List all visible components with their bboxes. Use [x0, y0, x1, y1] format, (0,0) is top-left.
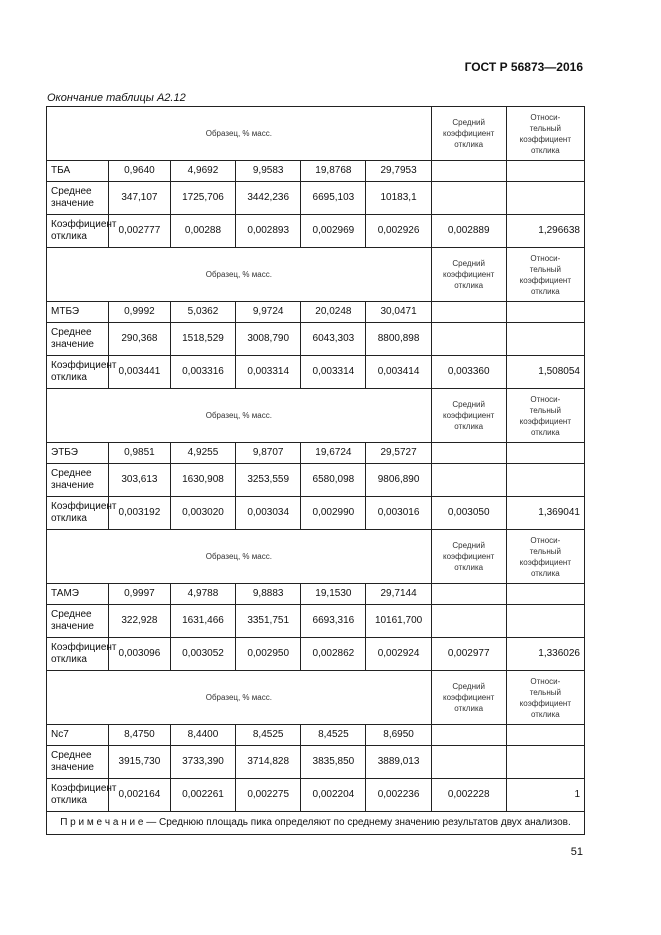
mean-value-row — [47, 323, 585, 356]
avg-coef-value: 0,002228 — [431, 779, 506, 812]
sample-header: Образец, % масс. — [47, 530, 432, 584]
empty-cell — [506, 182, 584, 215]
sample-value: 0,9997 — [108, 584, 170, 605]
sample-value: 0,9640 — [108, 161, 170, 182]
coef-value: 0,003316 — [170, 356, 235, 389]
coef-value: 0,002950 — [236, 638, 301, 671]
sample-concentration-row — [47, 161, 585, 182]
substance-name: ТАМЭ — [47, 584, 109, 605]
coef-label: Коэффициент отклика — [47, 638, 109, 671]
empty-cell — [431, 605, 506, 638]
rel-coef-header: Относи- тельный коэффициент отклика — [506, 530, 584, 584]
rel-coef-value: 1,336026 — [506, 638, 584, 671]
group-header-row — [47, 389, 585, 443]
sample-value: 8,4400 — [170, 725, 235, 746]
sample-value: 0,9992 — [108, 302, 170, 323]
mean-value: 1518,529 — [170, 323, 235, 356]
sample-value: 29,7953 — [366, 161, 431, 182]
rel-coef-value: 1 — [506, 779, 584, 812]
coef-value: 0,003314 — [301, 356, 366, 389]
coef-value: 0,002926 — [366, 215, 431, 248]
sample-value: 5,0362 — [170, 302, 235, 323]
empty-cell — [431, 584, 506, 605]
empty-cell — [506, 302, 584, 323]
mean-value: 3714,828 — [236, 746, 301, 779]
coef-value: 0,003314 — [236, 356, 301, 389]
mean-value: 8800,898 — [366, 323, 431, 356]
sample-concentration-row — [47, 725, 585, 746]
mean-value: 1631,466 — [170, 605, 235, 638]
sample-value: 19,6724 — [301, 443, 366, 464]
coef-label: Коэффициент отклика — [47, 356, 109, 389]
sample-value: 9,8707 — [236, 443, 301, 464]
mean-value: 9806,890 — [366, 464, 431, 497]
group-header-row — [47, 248, 585, 302]
avg-coef-value: 0,003360 — [431, 356, 506, 389]
coef-value: 0,003020 — [170, 497, 235, 530]
group-header-row — [47, 530, 585, 584]
response-coef-row — [47, 638, 585, 671]
mean-label: Среднее значение — [47, 182, 109, 215]
empty-cell — [431, 464, 506, 497]
sample-value: 19,1530 — [301, 584, 366, 605]
empty-cell — [506, 584, 584, 605]
page-number: 51 — [570, 846, 583, 858]
mean-value: 3442,236 — [236, 182, 301, 215]
coef-value: 0,002893 — [236, 215, 301, 248]
mean-value: 1630,908 — [170, 464, 235, 497]
mean-value: 3008,790 — [236, 323, 301, 356]
substance-name: ТБА — [47, 161, 109, 182]
empty-cell — [506, 746, 584, 779]
empty-cell — [431, 746, 506, 779]
sample-header: Образец, % масс. — [47, 248, 432, 302]
empty-cell — [506, 725, 584, 746]
coef-value: 0,002969 — [301, 215, 366, 248]
coef-value: 0,002924 — [366, 638, 431, 671]
avg-coef-header: Средний коэффициент отклика — [431, 389, 506, 443]
empty-cell — [431, 725, 506, 746]
sample-value: 9,8883 — [236, 584, 301, 605]
sample-value: 8,6950 — [366, 725, 431, 746]
mean-value: 3351,751 — [236, 605, 301, 638]
coef-value: 0,003016 — [366, 497, 431, 530]
sample-value: 20,0248 — [301, 302, 366, 323]
rel-coef-value: 1,508054 — [506, 356, 584, 389]
sample-concentration-row — [47, 302, 585, 323]
mean-value: 6043,303 — [301, 323, 366, 356]
coef-value: 0,003192 — [108, 497, 170, 530]
mean-value: 347,107 — [108, 182, 170, 215]
empty-cell — [431, 182, 506, 215]
mean-value: 3835,850 — [301, 746, 366, 779]
sample-value: 0,9851 — [108, 443, 170, 464]
coef-value: 0,002261 — [170, 779, 235, 812]
mean-value: 6695,103 — [301, 182, 366, 215]
coef-label: Коэффициент отклика — [47, 779, 109, 812]
results-table-body — [47, 107, 585, 835]
coef-label: Коэффициент отклика — [47, 215, 109, 248]
rel-coef-header: Относи- тельный коэффициент отклика — [506, 671, 584, 725]
coef-value: 0,002862 — [301, 638, 366, 671]
sample-value: 9,9724 — [236, 302, 301, 323]
mean-value: 303,613 — [108, 464, 170, 497]
response-coef-row — [47, 497, 585, 530]
coef-label: Коэффициент отклика — [47, 497, 109, 530]
sample-value: 4,9692 — [170, 161, 235, 182]
rel-coef-header: Относи- тельный коэффициент отклика — [506, 248, 584, 302]
group-header-row — [47, 107, 585, 161]
coef-value: 0,002777 — [108, 215, 170, 248]
substance-name: ЭТБЭ — [47, 443, 109, 464]
table-note: П р и м е ч а н и е — Среднюю площадь пика определяют по среднему значению результатов двух анализов. — [47, 812, 585, 835]
mean-value: 3253,559 — [236, 464, 301, 497]
sample-value: 29,5727 — [366, 443, 431, 464]
rel-coef-header: Относи- тельный коэффициент отклика — [506, 107, 584, 161]
empty-cell — [431, 302, 506, 323]
sample-value: 30,0471 — [366, 302, 431, 323]
mean-value-row — [47, 605, 585, 638]
coef-value: 0,002990 — [301, 497, 366, 530]
coef-value: 0,003441 — [108, 356, 170, 389]
mean-value: 1725,706 — [170, 182, 235, 215]
mean-label: Среднее значение — [47, 464, 109, 497]
rel-coef-value: 1,369041 — [506, 497, 584, 530]
substance-name: МТБЭ — [47, 302, 109, 323]
coef-value: 0,002236 — [366, 779, 431, 812]
empty-cell — [431, 161, 506, 182]
document-standard-header: ГОСТ Р 56873—2016 — [464, 60, 583, 74]
coef-value: 0,003052 — [170, 638, 235, 671]
sample-value: 9,9583 — [236, 161, 301, 182]
mean-label: Среднее значение — [47, 605, 109, 638]
group-header-row — [47, 671, 585, 725]
sample-value: 8,4525 — [236, 725, 301, 746]
coef-value: 0,002275 — [236, 779, 301, 812]
mean-value: 322,928 — [108, 605, 170, 638]
empty-cell — [506, 605, 584, 638]
mean-value: 290,368 — [108, 323, 170, 356]
substance-name: Nc7 — [47, 725, 109, 746]
mean-value-row — [47, 182, 585, 215]
coef-value: 0,00288 — [170, 215, 235, 248]
rel-coef-header: Относи- тельный коэффициент отклика — [506, 389, 584, 443]
table-caption: Окончание таблицы А2.12 — [47, 92, 186, 104]
sample-concentration-row — [47, 584, 585, 605]
avg-coef-value: 0,003050 — [431, 497, 506, 530]
avg-coef-header: Средний коэффициент отклика — [431, 530, 506, 584]
mean-label: Среднее значение — [47, 323, 109, 356]
sample-value: 19,8768 — [301, 161, 366, 182]
mean-value: 6580,098 — [301, 464, 366, 497]
avg-coef-value: 0,002889 — [431, 215, 506, 248]
coef-value: 0,003034 — [236, 497, 301, 530]
coef-value: 0,003096 — [108, 638, 170, 671]
coef-value: 0,002204 — [301, 779, 366, 812]
mean-value-row — [47, 464, 585, 497]
results-table — [46, 106, 585, 835]
sample-header: Образец, % масс. — [47, 107, 432, 161]
rel-coef-value: 1,296638 — [506, 215, 584, 248]
sample-value: 4,9788 — [170, 584, 235, 605]
empty-cell — [506, 323, 584, 356]
empty-cell — [506, 161, 584, 182]
sample-value: 8,4750 — [108, 725, 170, 746]
mean-value: 3889,013 — [366, 746, 431, 779]
sample-value: 29,7144 — [366, 584, 431, 605]
avg-coef-value: 0,002977 — [431, 638, 506, 671]
mean-value: 10183,1 — [366, 182, 431, 215]
response-coef-row — [47, 215, 585, 248]
empty-cell — [431, 323, 506, 356]
sample-header: Образец, % масс. — [47, 671, 432, 725]
sample-header: Образец, % масс. — [47, 389, 432, 443]
note-row — [47, 812, 585, 835]
response-coef-row — [47, 356, 585, 389]
mean-value-row — [47, 746, 585, 779]
mean-value: 6693,316 — [301, 605, 366, 638]
avg-coef-header: Средний коэффициент отклика — [431, 671, 506, 725]
mean-value: 3915,730 — [108, 746, 170, 779]
empty-cell — [506, 443, 584, 464]
mean-value: 3733,390 — [170, 746, 235, 779]
sample-concentration-row — [47, 443, 585, 464]
avg-coef-header: Средний коэффициент отклика — [431, 107, 506, 161]
avg-coef-header: Средний коэффициент отклика — [431, 248, 506, 302]
response-coef-row — [47, 779, 585, 812]
sample-value: 4,9255 — [170, 443, 235, 464]
coef-value: 0,002164 — [108, 779, 170, 812]
coef-value: 0,003414 — [366, 356, 431, 389]
empty-cell — [431, 443, 506, 464]
mean-label: Среднее значение — [47, 746, 109, 779]
mean-value: 10161,700 — [366, 605, 431, 638]
empty-cell — [506, 464, 584, 497]
sample-value: 8,4525 — [301, 725, 366, 746]
